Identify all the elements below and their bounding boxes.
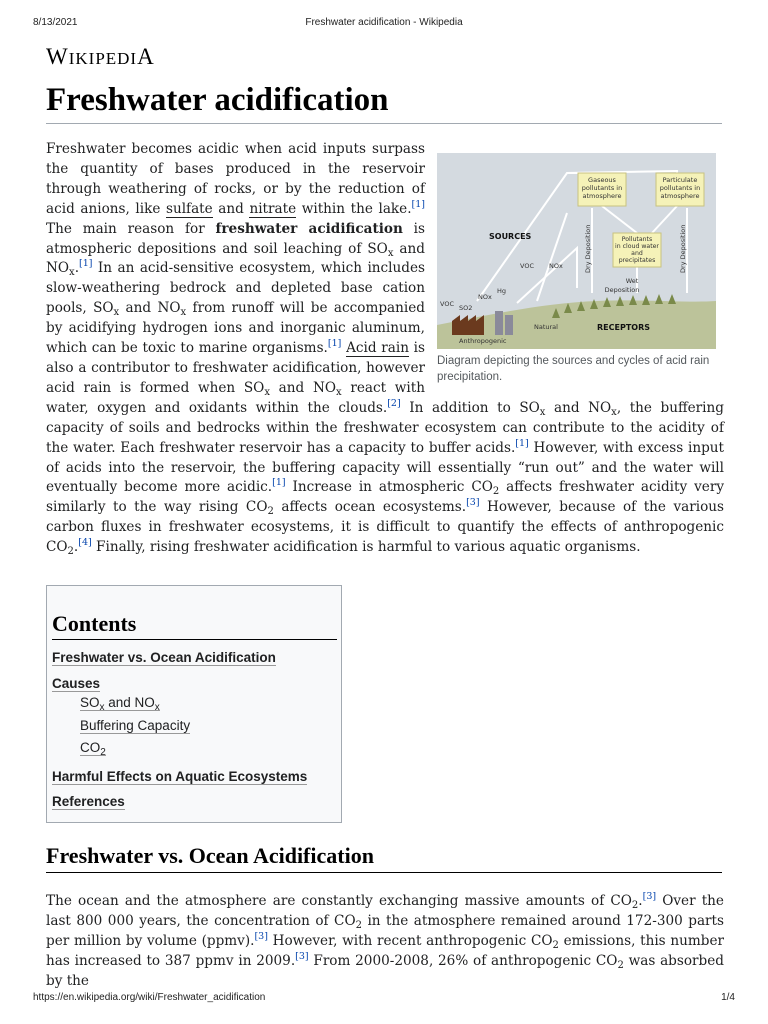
cloud-label-1: Pollutants [621,236,653,243]
wikipedia-logo[interactable] [46,44,155,70]
section-heading-freshwater-vs-ocean: Freshwater vs. Ocean Acidification [46,843,722,873]
nox-low-label: NOx [478,293,492,301]
citation-1[interactable]: [1] [79,258,93,270]
hg-label: Hg [497,287,507,295]
gaseous-label-1: Gaseous [588,176,616,184]
print-url: https://en.wikipedia.org/wiki/Freshwater_acidification [33,992,266,1003]
toc-item-buffering-capacity[interactable]: Buffering Capacity [80,718,191,733]
toc-item-harmful-effects[interactable]: Harmful Effects on Aquatic Ecosystems [52,769,308,784]
citation-1[interactable]: [1] [327,338,342,350]
toc-item-causes[interactable]: Causes [52,676,101,691]
page-title: Freshwater acidification [46,82,722,124]
dry-deposition-label-2: Dry Deposition [679,224,687,273]
print-page-number: 1/4 [721,992,735,1003]
nitrate-link[interactable]: nitrate [249,200,297,217]
gaseous-label-2: pollutants in [581,184,623,192]
voc-low-label: VOC [440,300,454,308]
sulfate-link[interactable]: sulfate [165,200,213,217]
acid-rain-link[interactable]: Acid rain [346,340,409,357]
citation-1[interactable]: [1] [272,477,286,489]
cloud-label-3: and [631,250,643,257]
citation-1[interactable]: [1] [411,198,425,210]
section-paragraph: The ocean and the atmosphere are constantly exchanging massive amounts of $CO_2.[3]$ Over the last 800 000 years, the concentration of $CO_2$ in the atmosphere remained around 172-300 parts per million by volume (ppmv).[3] However, with recent anthropogenic $CO_2$ emissions, this number has increased to 387 ppmv in 2009.[3] From 2000-2008, 26% of anthropogenic $CO_2$ was absorbed by the [46,891,724,989]
toc-title: Contents [52,611,337,640]
toc-item-sox-nox[interactable]: $SO_x$ and $NO_x$ [80,695,160,713]
wet-deposition-label-1: Wet [625,277,639,285]
nox-top-label: NOx [549,262,563,270]
citation-3[interactable]: [3] [642,891,657,902]
logo-final: A [137,44,155,69]
acid-rain-diagram[interactable] [437,153,716,349]
sources-label: SOURCES [489,232,532,241]
toc-item-co2[interactable]: $CO_2$ [80,740,106,758]
citation-1[interactable]: [1] [515,437,529,449]
citation-4[interactable]: [4] [78,537,92,549]
bold-term: freshwater acidification [215,220,403,237]
citation-2[interactable]: [2] [387,397,401,409]
citation-3[interactable]: [3] [295,950,309,962]
print-date: 8/13/2021 [33,17,78,28]
acid-rain-figure [437,153,724,385]
particulate-label-2: pollutants in [659,184,701,192]
logo-initial: W [46,44,69,69]
anthropogenic-label: Anthropogenic [459,337,507,345]
dry-deposition-label-1: Dry Deposition [584,224,592,273]
toc-item-references[interactable]: References [52,794,125,809]
figure-caption: Diagram depicting the sources and cycles of acid rain precipitation. [437,355,710,383]
gaseous-label-3: atmosphere [582,192,622,200]
wet-deposition-label-2: Deposition [604,286,640,294]
so2-label: SO2 [459,304,473,312]
natural-label: Natural [534,323,558,331]
particulate-label-3: atmosphere [660,192,700,200]
logo-middle: IKIPEDI [68,49,138,68]
intro-paragraph: Freshwater becomes acidic when acid inputs surpass the quantity of bases produced in the reservoir through weathering of rocks, or by the reduction of acid anions, like sulfate and nitrate within the lake.[1] The main reason for freshwater acidification is atmospheric depositions and soil leaching of $SO_x$ and $NO_x.[1]$ In an acid-sensitive ecosystem, which includes slow-weathering bedrock and depleted base cation pools, $SO_x$ and $NO_x$ from runoff will be accompanied by acidifying hydrogen ions and inorganic aluminum, which can be toxic to marine organisms.[1] Acid rain is also a contributor to freshwater acidification, however acid rain is formed when $SO_x$ and $NO_x$ react with water, oxygen and oxidants within the clouds.[2] In addition to $SO_x$ and $NO_x$, the buffering capacity of soils and bedrocks within the freshwater ecosystem can contribute to the acidity of the water. Each freshwater reservoir has a capacity to buffer acids.[1] However, with excess input of acids into the reservoir, the buffering capacity will essentially “run out” and the water will eventually become more acidic.[1] Increase in atmospheric $CO_2$ affects freshwater acidity very similarly to the way rising $CO_2$ affects ocean ecosystems.[3] However, because of the various carbon fluxes in freshwater ecosystems, it is difficult to quantify the effects of anthropogenic $CO_2.[4]$ Finally, rising freshwater acidification is harmful to various aquatic organisms. [46,141,724,558]
particulate-label-1: Particulate [662,176,698,184]
voc-top-label: VOC [520,262,534,270]
cloud-label-2: in cloud water [615,243,659,250]
cloud-label-4: precipitates [618,257,656,264]
citation-3[interactable]: [3] [466,497,480,509]
table-of-contents [46,585,342,823]
citation-3[interactable]: [3] [254,930,268,942]
print-title: Freshwater acidification - Wikipedia [305,17,463,28]
intro-section [46,140,724,558]
receptors-label: RECEPTORS [597,323,651,332]
toc-item-freshwater-vs-ocean[interactable]: Freshwater vs. Ocean Acidification [52,650,276,665]
